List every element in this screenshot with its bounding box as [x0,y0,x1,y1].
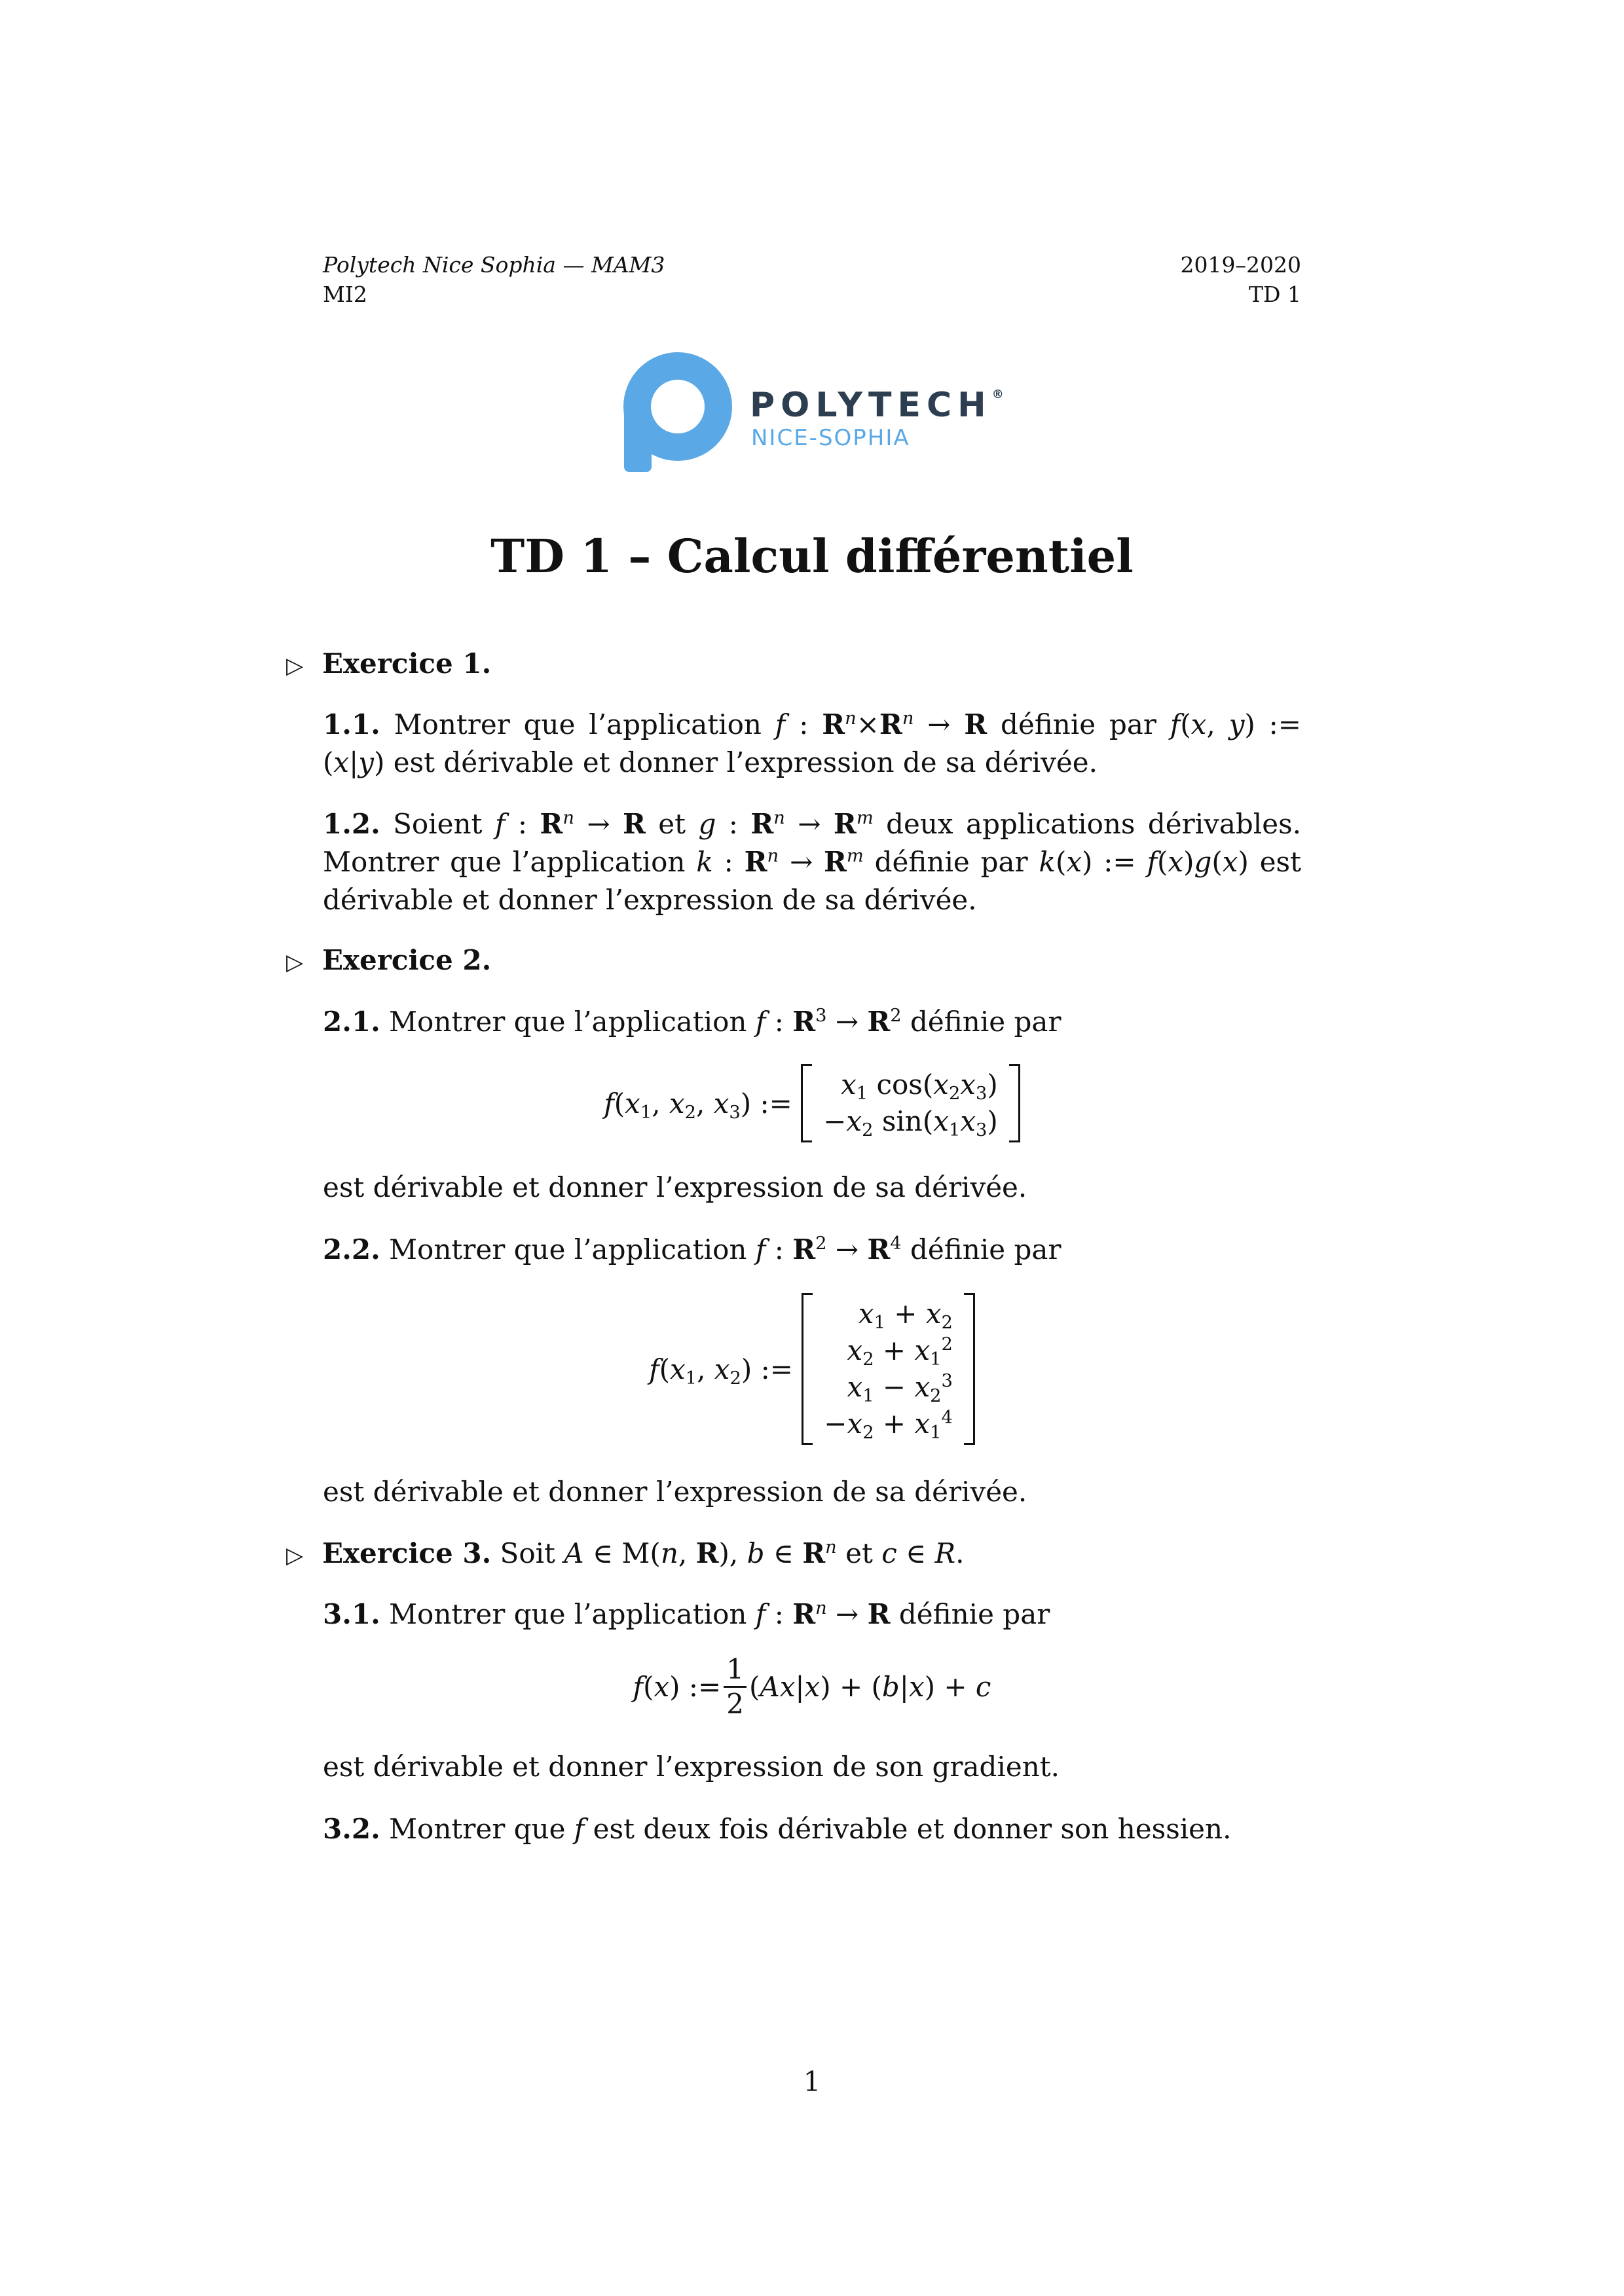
exercise-2-heading: ▷ Exercice 2. [286,941,491,981]
triangle-right-icon: ▷ [286,653,304,679]
question-3-1: 3.1. Montrer que l’application f : $R^n \to R$ définie par [323,1598,1050,1630]
triangle-right-icon: ▷ [286,949,304,975]
exercise-1-heading: ▷ Exercice 1. [286,645,491,685]
question-3-2: 3.2. Montrer que f est deux fois dérivable et donner son hessien. [323,1813,1232,1845]
logo-reg: ® [991,388,1004,401]
page-title: TD 1 – Calcul différentiel [490,529,1134,583]
page-number: 1 [803,2066,821,2098]
question-2-2-tail: est dérivable et donner l’expression de sa dérivée. [323,1476,1027,1508]
logo-sub: NICE-SOPHIA [751,425,910,451]
equation-2-2: $f(x_1$, $x_2$) := $x_1 + x_2$ $x_2 + x_1^2$ $x_1 - x_2^3$ $-x_2 + x_1^4$ [0,1293,1624,1445]
header-year: 2019–2020 [1180,252,1301,278]
equation-2-1: $f(x_1$, $x_2$, $x_3$) := $x_1$ $\cos(x_2x_3)$ $-x_2$ $\sin(x_1x_3)$ [0,1064,1624,1142]
question-2-1: 2.1. Montrer que l’application f : $R^3 \to R^2$ définie par [323,1006,1061,1038]
exercise-3-heading: ▷ Exercice 3. Soit A ∈ M(n, R), b ∈ $R^n$ et c ∈ R. [286,1535,965,1575]
header-group: MI2 [323,282,367,307]
polytech-logo [612,349,1018,473]
question-1-1: 1.1. Montrer que l’application f : $R^n\times R^n \to R$ définie par f(x, y) := (x|y) est dérivable et donner l’expression de sa dérivée. [323,708,1301,778]
logo-brand: POLYTECH [750,386,992,425]
question-1-2: 1.2. Soient f : $R^n \to R$ et g : $R^n \to R^m$ deux applications dérivables. Montrer que l’application k : $R^n \to R^m$ définie par k(x) := f(x)g(x) est dérivable et donner l’expression de sa dérivée. [323,808,1301,916]
triangle-right-icon: ▷ [286,1542,304,1569]
header-td: TD 1 [1249,282,1301,307]
question-2-2: 2.2. Montrer que l’application f : $R^2 \to R^4$ définie par [323,1233,1061,1266]
polytech-logo-icon [612,349,737,473]
question-3-1-tail: est dérivable et donner l’expression de son gradient. [323,1751,1060,1783]
equation-3-1: f(x) := $\frac{1}{2}$ (Ax|x) + (b|x) + c [633,1653,991,1720]
question-2-1-tail: est dérivable et donner l’expression de sa dérivée. [323,1171,1027,1203]
header-course: Polytech Nice Sophia — MAM3 [323,252,665,278]
